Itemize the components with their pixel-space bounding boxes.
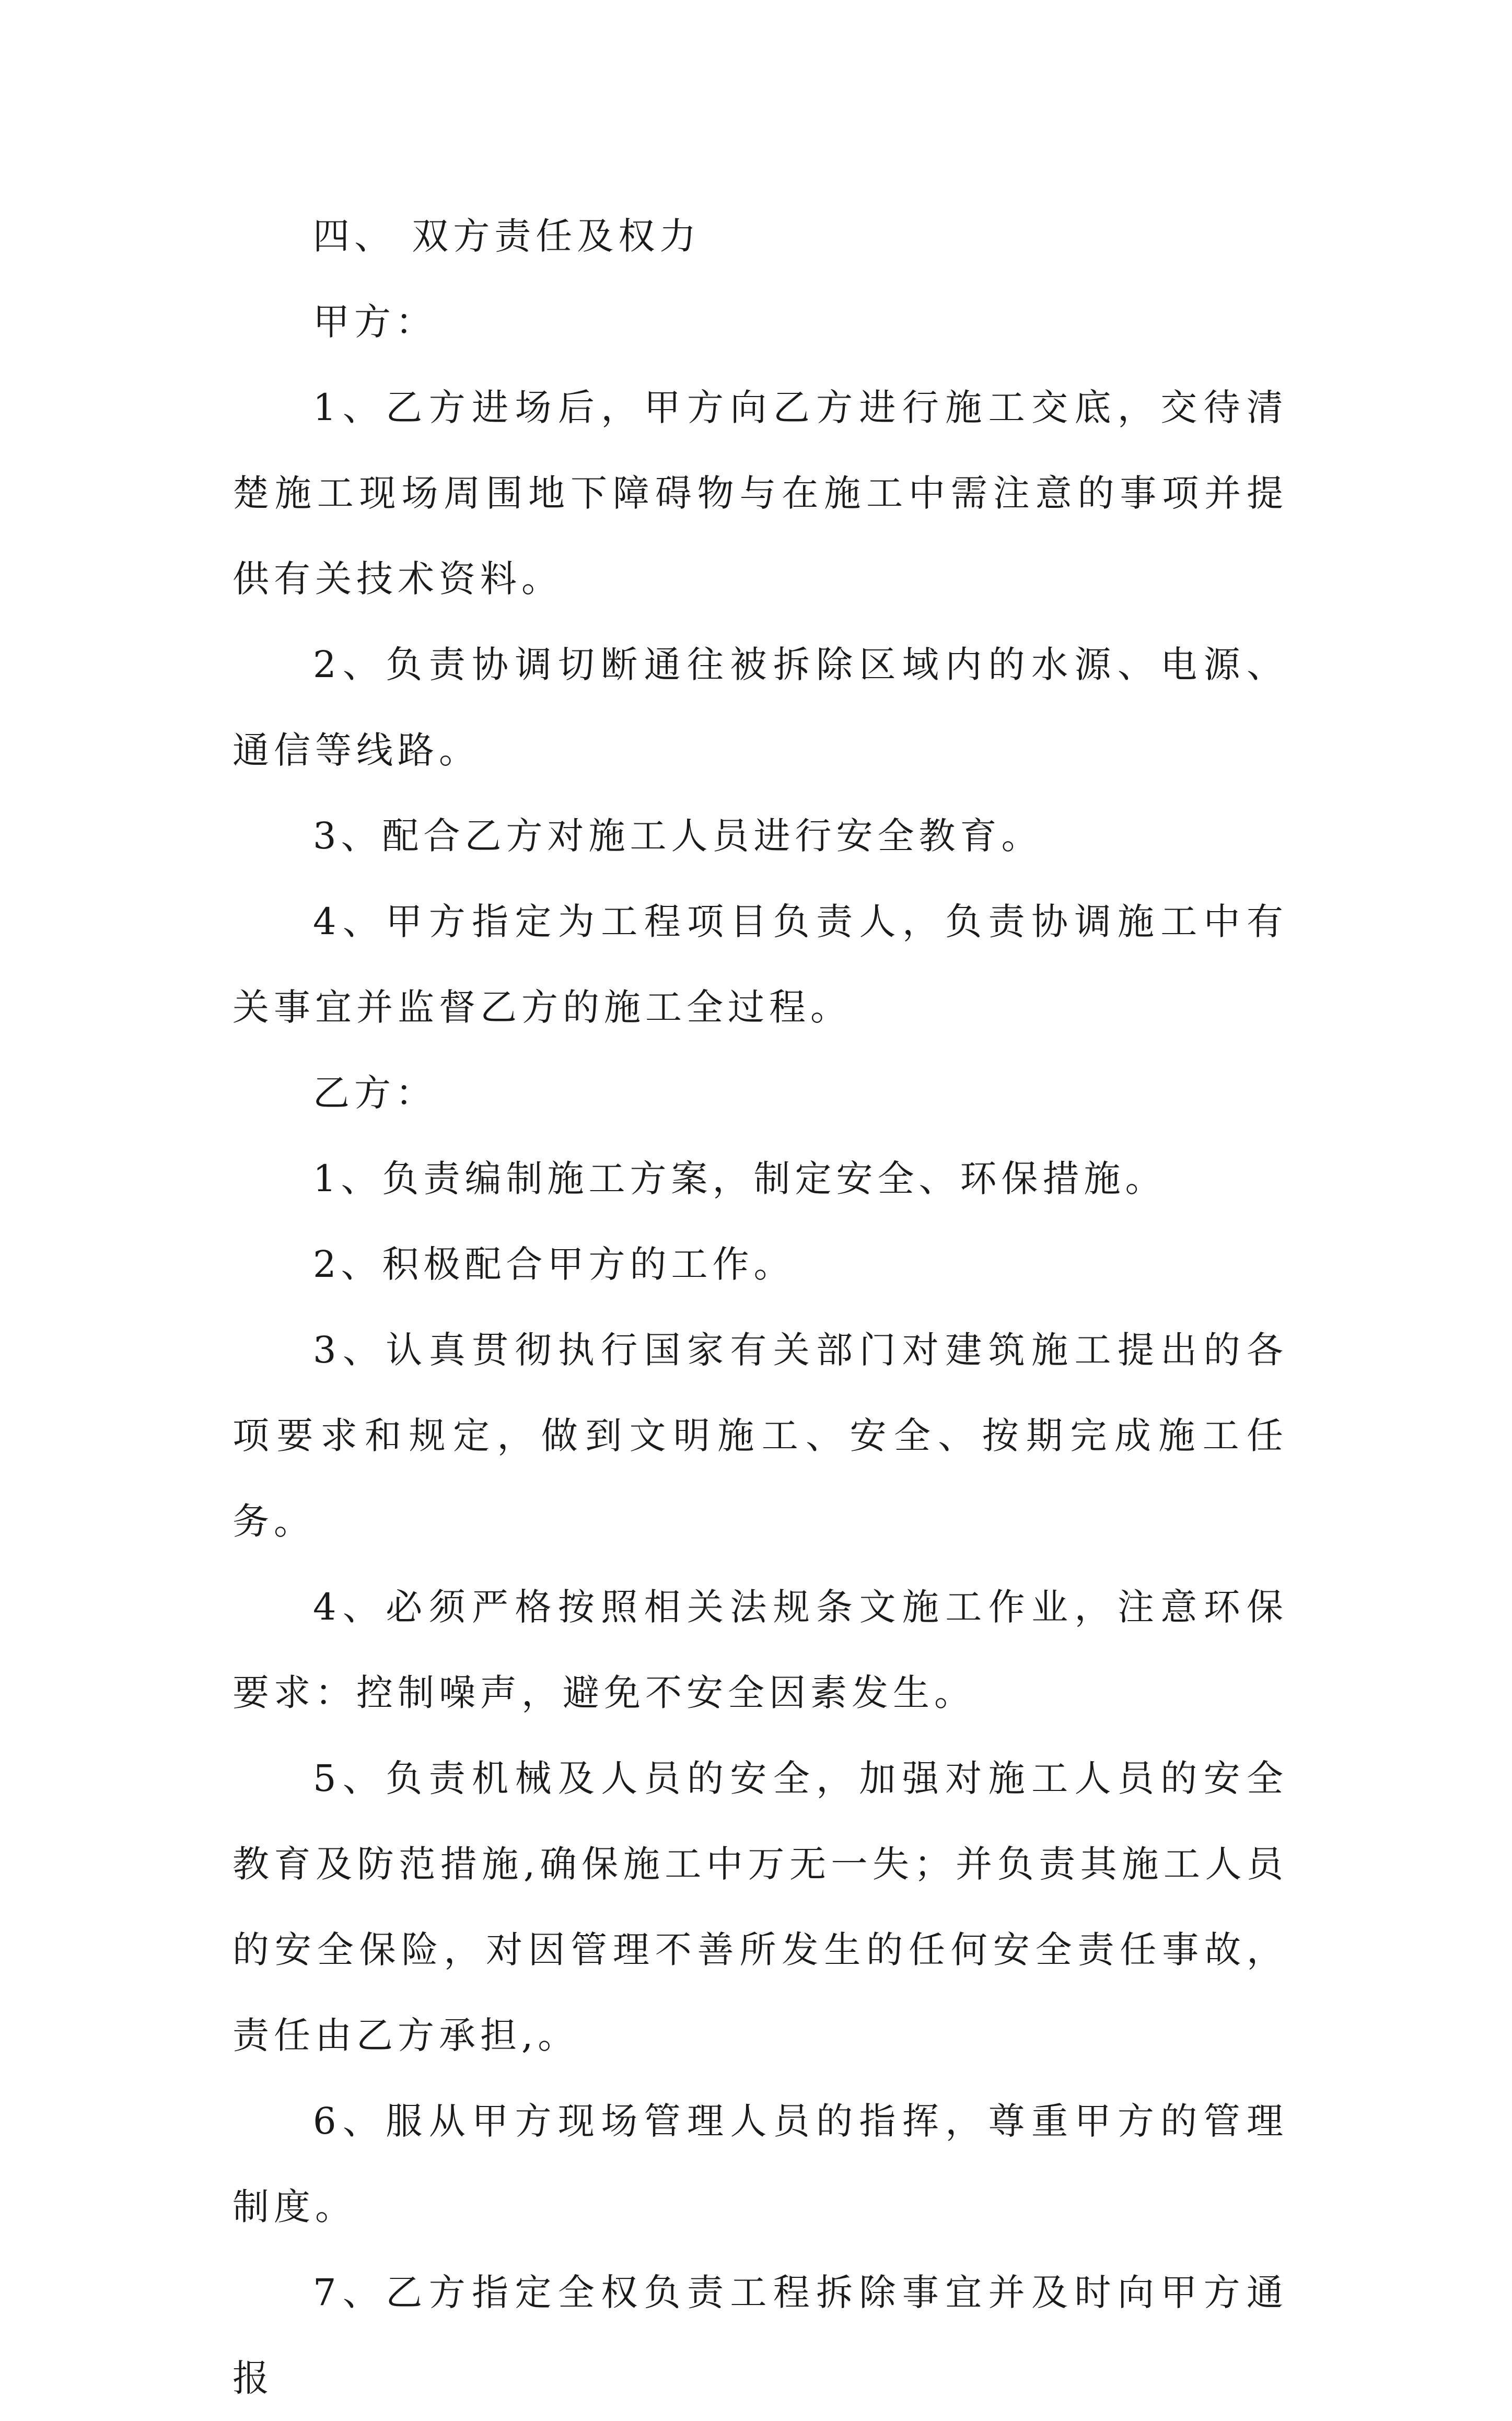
party-b-item-6: 6、服从甲方现场管理人员的指挥，尊重甲方的管理制度。: [232, 2100, 1288, 2228]
party-a-item-3: 3、配合乙方对施工人员进行安全教育。: [313, 814, 1043, 857]
party-a-item-1: 1、乙方进场后，甲方向乙方进行施工交底，交待清楚施工现场周围地下障碍物与在施工中需注意的事项并提供有关技术资料。: [232, 386, 1288, 600]
party-a-item-2: 2、负责协调切断通往被拆除区域内的水源、电源、通信等线路。: [232, 643, 1288, 772]
party-a-item-4: 4、甲方指定为工程项目负责人，负责协调施工中有关事宜并监督乙方的施工全过程。: [232, 900, 1288, 1029]
party-a-label: 甲方：: [313, 300, 437, 343]
party-b-item-5: 5、负责机械及人员的安全，加强对施工人员的安全教育及防范措施,确保施工中万无一失；并负责其施工人员的安全保险，对因管理不善所发生的任何安全责任事故，责任由乙方承担,。: [232, 1757, 1288, 2057]
party-b-item-2: 2、积极配合甲方的工作。: [313, 1243, 795, 1286]
party-b-item-4: 4、必须严格按照相关法规条文施工作业，注意环保要求：控制噪声，避免不安全因素发生。: [232, 1586, 1288, 1714]
section-heading: 四、 双方责任及权力: [313, 215, 701, 258]
party-b-item-1: 1、负责编制施工方案，制定安全、环保措施。: [313, 1157, 1167, 1200]
party-b-item-3: 3、认真贯彻执行国家有关部门对建筑施工提出的各项要求和规定，做到文明施工、安全、按期完成施工任务。: [232, 1329, 1288, 1543]
document-body: [232, 193, 1288, 2421]
party-b-item-7: 7、乙方指定全权负责工程拆除事宜并及时向甲方通报: [232, 2271, 1288, 2400]
party-b-label: 乙方：: [313, 1072, 437, 1114]
